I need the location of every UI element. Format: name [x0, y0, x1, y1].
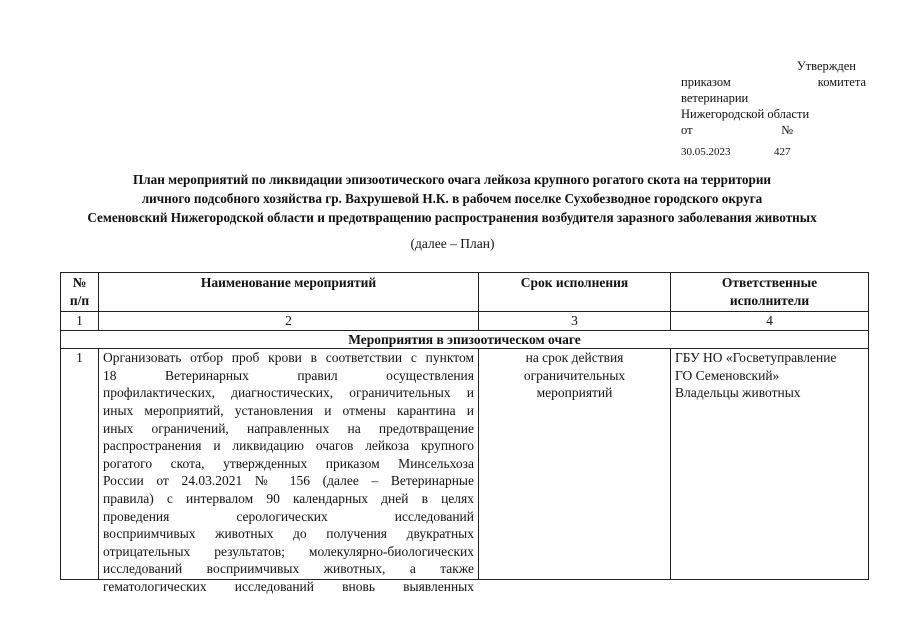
responsible-line-3: Владельцы животных: [675, 385, 801, 401]
activity-line-5: иных ограничений, направленных на предотвращение: [103, 420, 474, 436]
header-responsible-line-1: Ответственные: [721, 275, 818, 290]
activity-line-10: проведения серологических исследований: [103, 508, 474, 524]
activity-line-1: Организовать отбор проб крови в соответствии с пунктом: [103, 350, 474, 366]
approval-title: Утвержден: [796, 59, 856, 73]
plan-title-line-2: личного подсобного хозяйства гр. Вахрушевой Н.К. в рабочем поселке Сухобезводное городского округа: [141, 191, 763, 206]
plan-subtitle: (далее – План): [410, 236, 495, 251]
activity-lines: [103, 349, 474, 594]
activity-line-9: правила) с интервалом 90 календарных дней в целях: [103, 490, 474, 506]
plan-table: [60, 272, 869, 594]
activity-line-7: рогатого скота, утвержденных приказом Минсельхоза: [103, 455, 474, 471]
header-responsible: [671, 273, 869, 312]
responsible-line-1: ГБУ НО «Госветуправление: [675, 350, 837, 366]
row-responsible: [671, 349, 869, 580]
activity-line-4: иных мероприятий, установления и отмены карантина и: [103, 402, 474, 418]
index-cell-1: 1: [61, 312, 99, 331]
activity-line-14: гематологических исследований вновь выявленных: [103, 578, 474, 594]
approval-order-line: [681, 74, 866, 90]
activity-line-3: профилактических, диагностических, ограничительных и: [103, 385, 474, 401]
header-number-line-2: п/п: [69, 293, 90, 308]
activity-line-6: распространения и ликвидацию очагов лейкоза крупного: [103, 438, 474, 454]
table-header-row: [61, 273, 869, 312]
table-row: [61, 349, 869, 580]
approval-from-line: [681, 122, 793, 138]
approval-date: 30.05.2023: [681, 146, 731, 158]
deadline-lines: [483, 349, 666, 402]
header-deadline: Срок исполнения: [479, 273, 671, 312]
approval-committee-word: комитета: [817, 75, 866, 89]
activity-line-8: России от 24.03.2021 № 156 (далее – Ветеринарные: [103, 473, 474, 489]
header-responsible-line-2: исполнители: [729, 293, 810, 308]
approval-region-line: Нижегородской области: [681, 107, 810, 121]
table-section-row: [61, 330, 869, 349]
deadline-line-2: ограничительных: [523, 367, 626, 383]
header-number-line-1: №: [72, 275, 87, 290]
activity-line-11: восприимчивых животных до получения двукратных: [103, 526, 474, 542]
header-number: [61, 273, 99, 312]
deadline-line-3: мероприятий: [536, 385, 613, 401]
index-cell-3: 3: [479, 312, 671, 331]
row-deadline: [479, 349, 671, 580]
index-cell-4: 4: [671, 312, 869, 331]
activity-line-13: исследований восприимчивых животных, а также: [103, 561, 474, 577]
plan-title-line-1: План мероприятий по ликвидации эпизоотического очага лейкоза крупного рогатого скота на территории: [132, 172, 772, 187]
index-cell-2: 2: [99, 312, 479, 331]
table-index-row: [61, 312, 869, 331]
row-number: 1: [61, 349, 99, 580]
plan-title-line-3: Семеновский Нижегородской области и предотвращению распространения возбудителя заразного заболевания животных: [87, 210, 817, 225]
responsible-line-2: ГО Семеновский»: [675, 367, 780, 383]
activity-line-2: 18 Ветеринарных правил осуществления: [103, 367, 474, 383]
approval-number: 427: [774, 146, 791, 158]
approval-order-word: приказом: [681, 75, 731, 89]
responsible-lines: [675, 349, 864, 402]
deadline-line-1: на срок действия: [525, 350, 624, 366]
row-activity-text: [99, 349, 479, 594]
section-title: Мероприятия в эпизоотическом очаге: [61, 330, 869, 349]
plan-title: [20, 170, 884, 227]
activity-line-12: отрицательных результатов; молекулярно-биологических: [103, 543, 474, 559]
approval-date-line: [681, 144, 866, 160]
approval-block: [681, 58, 866, 160]
approval-from-word: от: [681, 123, 693, 137]
header-activity-name: Наименование мероприятий: [99, 273, 479, 312]
approval-number-sign: №: [781, 123, 793, 137]
approval-vet-line: ветеринарии: [681, 91, 749, 105]
